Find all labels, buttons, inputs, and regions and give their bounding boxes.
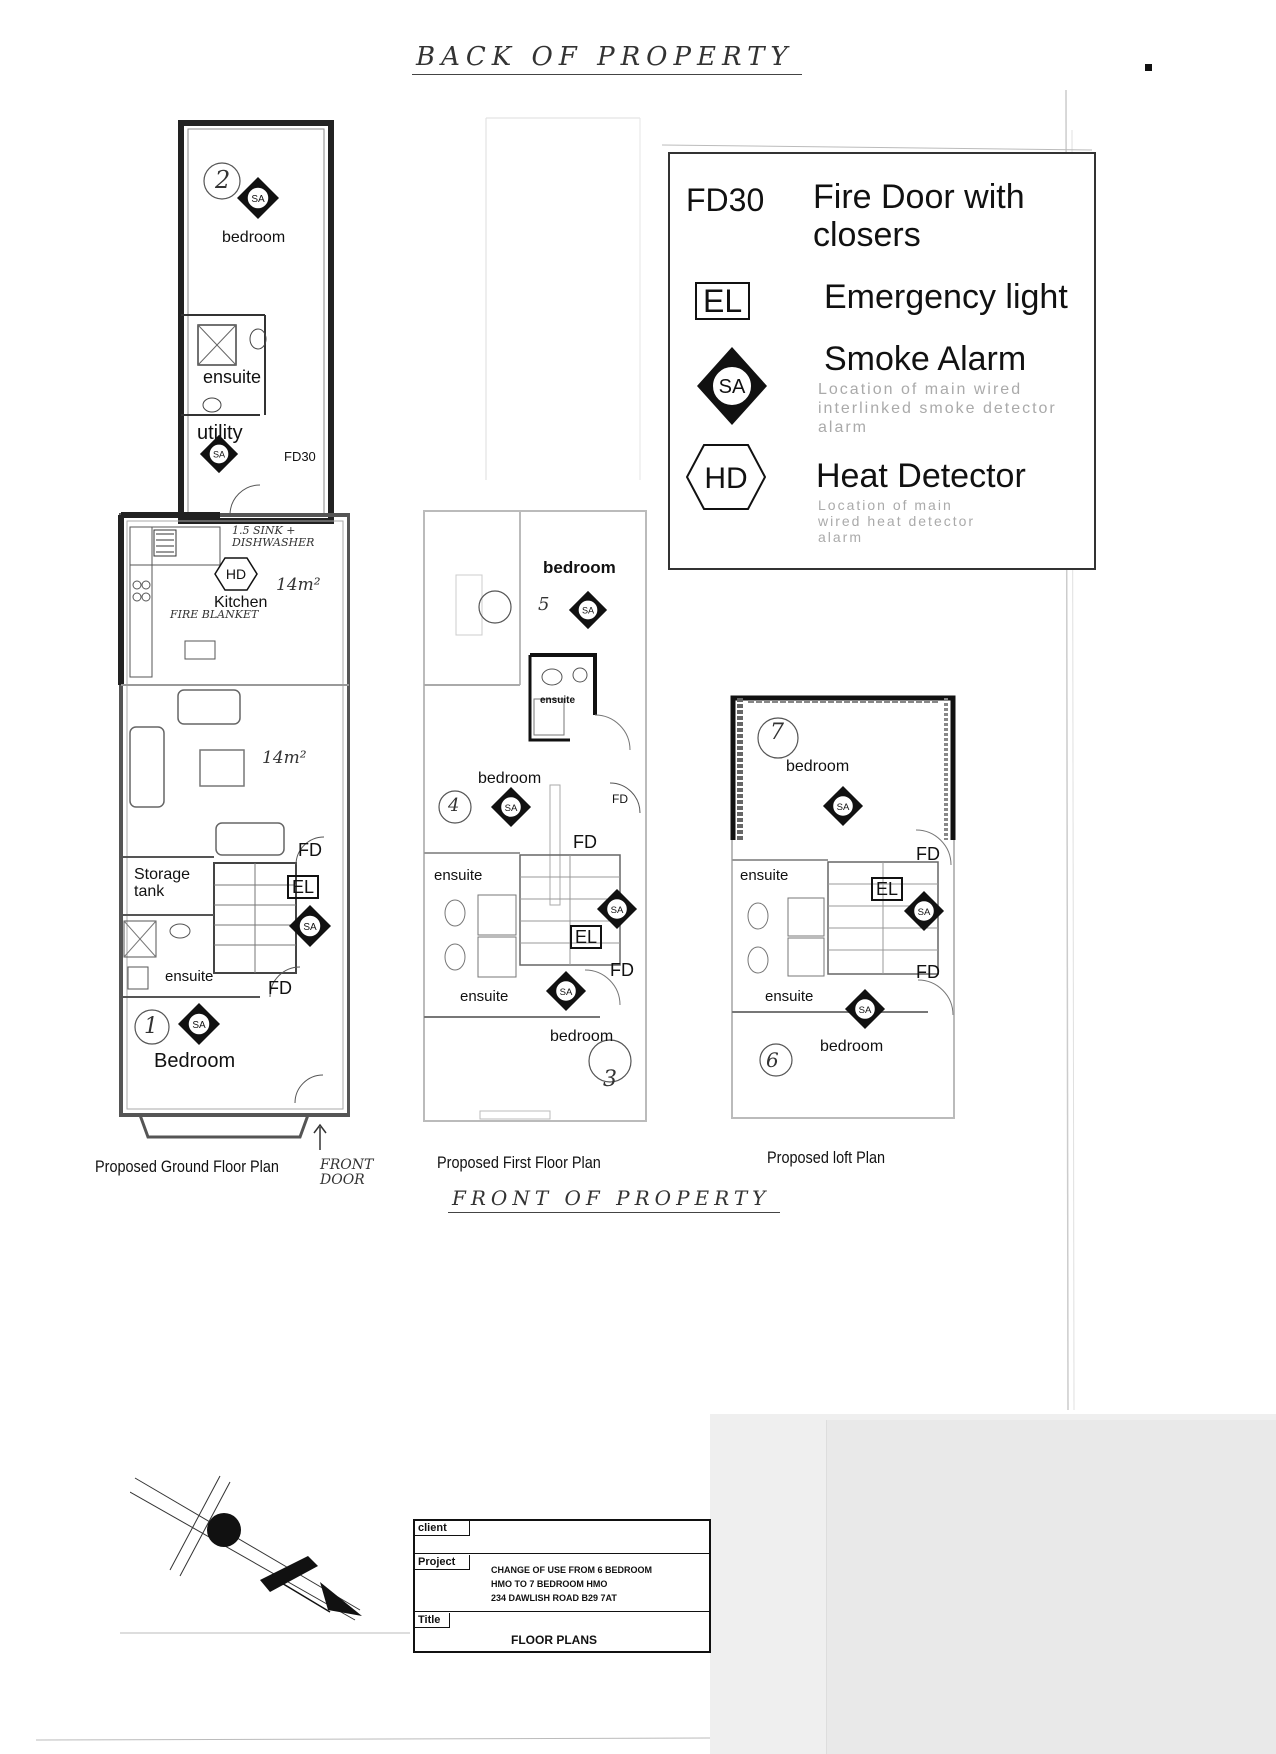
smoke-alarm-icon	[568, 590, 608, 630]
north-arrow-icon	[130, 1470, 370, 1630]
smoke-alarm-icon	[288, 904, 332, 948]
svg-text:SA: SA	[917, 906, 931, 918]
back-of-property-note: BACK OF PROPERTY	[412, 42, 802, 75]
title-block	[413, 1519, 711, 1653]
scanned-paper-overlay-inner	[826, 1420, 1276, 1754]
first-floor-caption: Proposed First Floor Plan	[437, 1153, 601, 1172]
smoke-alarm-icon	[822, 785, 864, 827]
room-label-ensuite: ensuite	[540, 695, 576, 706]
project-label: Project	[415, 1555, 470, 1570]
legend-sa-label: Smoke Alarm	[824, 340, 1027, 378]
fire-door-label: FD	[916, 962, 940, 982]
svg-text:SA: SA	[559, 986, 573, 998]
room-label-ensuite: ensuite	[765, 988, 814, 1005]
svg-text:SA: SA	[836, 801, 850, 813]
legend-fd30-label: Fire Door with closers	[813, 178, 1025, 254]
legend-hd-note: Location of main wired heat detector alarm	[818, 497, 976, 545]
client-label: client	[415, 1521, 470, 1536]
room-label-storage-tank: Storage tank	[134, 866, 191, 900]
lounge-area-note: 14m²	[262, 748, 307, 768]
legend-hd-label: Heat Detector	[816, 457, 1026, 495]
emergency-light-icon: EL	[570, 925, 602, 949]
title-block-title-row	[415, 1613, 709, 1649]
room-label-ensuite: ensuite	[434, 867, 483, 884]
room-label-kitchen: Kitchen	[214, 594, 268, 611]
room-label-bedroom: bedroom	[550, 1028, 614, 1045]
heat-detector-icon	[214, 557, 258, 591]
smoke-alarm-icon	[177, 1002, 221, 1046]
svg-text:SA: SA	[192, 1020, 206, 1031]
fire-door-label: FD	[916, 844, 940, 864]
room-number-2: 2	[215, 166, 231, 194]
smoke-alarm-icon	[696, 346, 768, 426]
emergency-light-icon: EL	[695, 282, 750, 320]
title-label: Title	[415, 1613, 450, 1628]
room-label-bedroom: bedroom	[820, 1038, 884, 1055]
room-label-utility: utility	[197, 422, 243, 444]
room-label-ensuite: ensuite	[203, 367, 262, 387]
smoke-alarm-icon	[903, 890, 945, 932]
room-label-bedroom: bedroom	[478, 770, 542, 787]
svg-text:HD: HD	[225, 566, 247, 582]
legend-fd30-code: FD30	[686, 182, 765, 218]
front-of-property-note: FRONT OF PROPERTY	[448, 1186, 780, 1213]
smoke-alarm-icon	[545, 970, 587, 1012]
heat-detector-icon	[686, 444, 766, 510]
fire-door-label: FD	[298, 840, 322, 860]
room-label-ensuite: ensuite	[165, 968, 214, 985]
legend-sa-note: Location of main wired interlinked smoke detector alarm	[818, 381, 1057, 436]
fire-blanket-note: FIRE BLANKET	[170, 608, 259, 621]
title-block-project-row	[415, 1555, 709, 1612]
legend-el-label: Emergency light	[824, 278, 1068, 316]
svg-text:SA: SA	[303, 922, 317, 933]
kitchen-area-note: 14m²	[276, 575, 321, 595]
svg-text:SA: SA	[581, 605, 595, 616]
svg-text:SA: SA	[718, 376, 746, 398]
room-label-bedroom: bedroom	[786, 758, 850, 775]
sink-note: 1.5 SINK + DISHWASHER	[232, 524, 315, 549]
room-number-3: 3	[603, 1067, 617, 1092]
room-label-bedroom: bedroom	[222, 229, 286, 246]
smoke-alarm-icon	[844, 988, 886, 1030]
room-label-bedroom: bedroom	[543, 558, 616, 577]
front-door-note: FRONT DOOR	[320, 1157, 374, 1188]
title-block-client-row	[415, 1521, 709, 1554]
room-number-5: 5	[538, 594, 550, 615]
emergency-light-icon: EL	[287, 875, 319, 899]
project-line-3: 234 DAWLISH ROAD B29 7AT	[491, 1593, 617, 1603]
smoke-alarm-icon	[236, 176, 280, 220]
fire-door-label: FD	[612, 792, 628, 806]
fire-door-label: FD	[610, 960, 634, 980]
svg-text:SA: SA	[212, 449, 226, 460]
smoke-alarm-icon	[596, 888, 638, 930]
room-label-bedroom: Bedroom	[154, 1050, 236, 1072]
loft-plan-caption: Proposed loft Plan	[767, 1148, 886, 1167]
fire-door-label: FD	[268, 978, 292, 998]
room-number-6: 6	[766, 1048, 779, 1072]
legend-panel	[668, 152, 1096, 570]
room-number-4: 4	[448, 795, 460, 816]
ground-floor-plan-drawing	[110, 115, 350, 1150]
room-number-7: 7	[770, 720, 784, 745]
svg-text:SA: SA	[251, 194, 265, 205]
emergency-light-icon: EL	[871, 877, 903, 901]
svg-text:SA: SA	[858, 1004, 872, 1016]
fire-door-label: FD	[573, 832, 597, 852]
project-line-2: HMO TO 7 BEDROOM HMO	[491, 1579, 608, 1589]
svg-text:HD: HD	[704, 462, 748, 495]
smoke-alarm-icon	[490, 786, 532, 828]
fire-door-label: FD30	[284, 449, 316, 464]
project-line-1: CHANGE OF USE FROM 6 BEDROOM	[491, 1565, 653, 1575]
svg-text:SA: SA	[504, 802, 518, 814]
room-label-ensuite: ensuite	[460, 988, 509, 1005]
svg-text:SA: SA	[610, 904, 624, 916]
drawing-title: FLOOR PLANS	[511, 1633, 597, 1647]
ground-floor-caption: Proposed Ground Floor Plan	[95, 1157, 279, 1176]
room-label-ensuite: ensuite	[740, 867, 789, 884]
room-number-1: 1	[144, 1014, 158, 1039]
